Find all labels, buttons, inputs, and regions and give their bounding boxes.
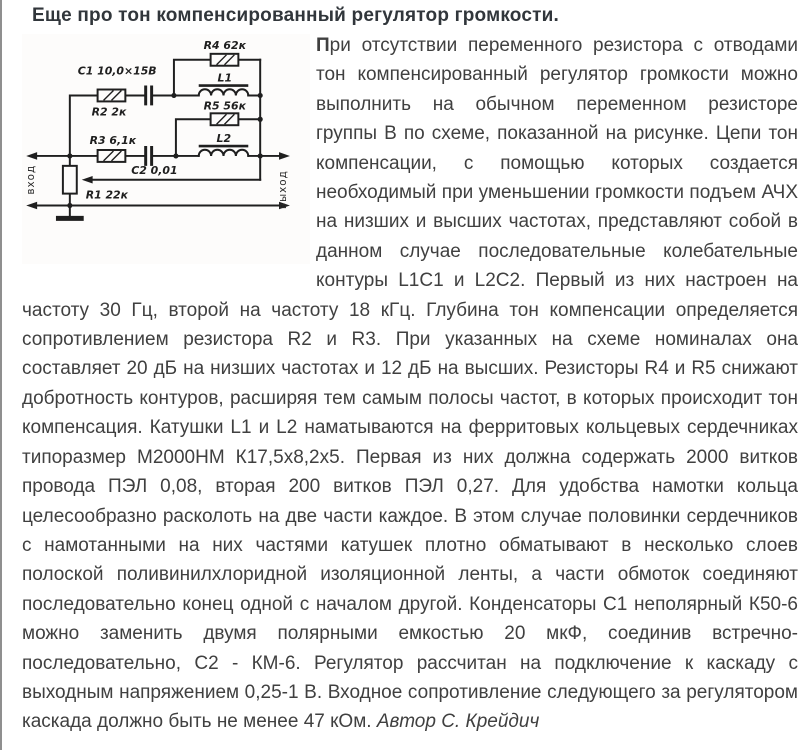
label-r2: R2 2к	[91, 105, 127, 119]
capacitor-c1	[146, 86, 152, 106]
wiper-arrow-icon	[82, 176, 93, 184]
inductor-l2	[199, 146, 249, 156]
label-l1: L1	[217, 71, 233, 85]
article-text: ри отсутствии переменного резистора с отводами тон компенсированный регулятор громкости можно выполнить на обычном переменном резисторе группы В по схеме, показанной на рисунке. Цепи тон компенсации, с помощью которых создается необходимый при уменьшении громкости подъем АЧХ на низших и высших частотах, представляют собой в данном случае последовательные колебательные контуры L1C1 и L2C2. Первый из них настроен на частоту 30 Гц, второй на частоту 18 кГц. Глубина тон компенсации определяется сопротивлением резистора R2 и R3. При указанных на схеме номиналах она составляет 20 дБ на низших частотах и 12 дБ на высших. Резисторы R4 и R5 снижают добротность контуров, расширяя тем самым полосы частот, в которых происходит тон компенсация. Катушки L1 и L2 наматываются на ферритовых кольцевых сердечниках типоразмер М2000НМ К17,5х8,2х5. Первая из них должна содержать 2000 витков провода ПЭЛ 0,08, вторая 200 витков ПЭЛ 0,27. Для удобства намотки кольца целесообразно расколоть на две части каждое. В этом случае половинки сердечников с намотанными на них частями катушек плотно обматывают в несколько слоев полоской поливинилхлоридной изоляционной ленты, а части обмоток соединяют последовательно конец одной с началом другой. Конденсаторы С1 неполярный К50-6 можно заменить двумя полярными емкостью 20 мкФ, соединив встречно-последовательно, С2 - КМ-6. Регулятор рассчитан на подключение к каскаду с выходным напряжением 0,25-1 В. Входное сопротивление следующего за регулятором каскада должно быть не менее 47 кОм.	[22, 35, 798, 733]
label-c2: C2 0,01	[131, 163, 178, 177]
circuit-schematic-image	[22, 34, 310, 264]
middle-line	[26, 152, 290, 160]
article	[22, 31, 798, 737]
ground-left-arrow-icon	[26, 202, 37, 210]
page-title: Еще про тон компенсированный регулятор громкости.	[32, 5, 559, 26]
label-input-port: вход	[25, 164, 38, 195]
resistor-r2	[98, 90, 126, 102]
label-r4: R4 62к	[203, 38, 246, 52]
input-arrow-icon	[26, 152, 37, 160]
label-r1: R1 22к	[85, 188, 129, 202]
lead-letter: П	[316, 35, 330, 56]
ground-line	[26, 202, 290, 219]
label-c1: C1 10,0×15В	[77, 64, 157, 78]
article-author: Автор С. Крейдич	[376, 711, 540, 733]
schematic-figure	[22, 34, 310, 264]
label-l2: L2	[216, 132, 232, 146]
label-r5: R5 56к	[203, 99, 246, 113]
label-output-port: выход	[276, 170, 289, 210]
inductor-l1	[199, 86, 249, 96]
output-arrow-icon	[279, 152, 290, 160]
label-r3: R3 6,1к	[89, 134, 137, 148]
resistor-r3	[98, 150, 126, 162]
